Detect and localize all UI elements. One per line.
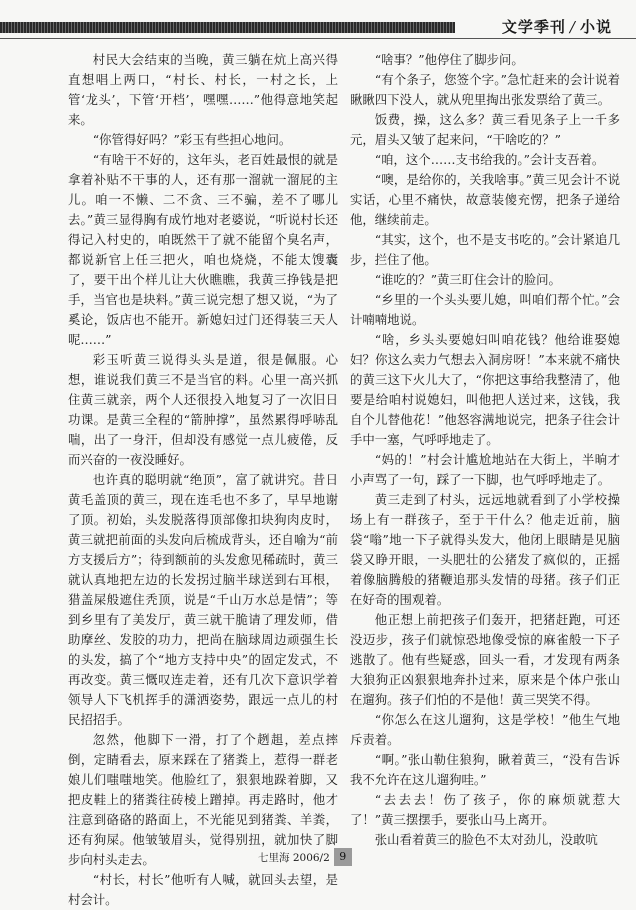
header-title: [502, 16, 612, 37]
paragraph: “妈的！”村会计尴尬地站在大街上，半晌才小声骂了一句，踩了一下脚，也气呼呼地走了。: [350, 452, 620, 487]
page-header: [0, 0, 636, 44]
paragraph: “你怎么在这儿遛狗，这是学校！”他生气地斥责着。: [350, 712, 620, 747]
right-column: [350, 50, 620, 850]
paragraph: “有个条子，您签个字。”急忙赶来的会计说着瞅瞅四下没人，就从兜里掏出张发票给了黄三。: [350, 72, 620, 107]
paragraph: “你管得好吗？”彩玉有些担心地问。: [92, 132, 292, 147]
paragraph: “有啥干不好的，这年头，老百姓最恨的就是拿着补贴不干事的人，还有那一溜就一溜屁的主儿。咱一不懒、二不贪、三不骗，差不了哪儿去。”黄三显得胸有成竹地对老婆说，“听说村长还得记入村史的，咱既然干了就不能留个臭名声，都说新官上任三把火，咱也烧烧，不能太馊囊了，要干出个样儿让大伙瞧瞧，我黄三挣钱是把手，当官也是块料。”黄三说完想了想又说，“为了奚论，饭店也不能开。新媳妇过门还得装三天人呢……”: [68, 152, 338, 347]
journal-name: 文学季刊: [501, 18, 566, 36]
header-separator: /: [569, 18, 576, 36]
paragraph: 也许真的聪明就“绝顶”，富了就讲究。昔日黄毛盖顶的黄三，现在连毛也不多了，早早地谢了顶。初始，头发脱落得顶部像扣块狗肉皮时，黄三就把前面的头发向后梳成背头，还自喻为“前方支援后方”；待到额前的头发愈见稀疏时，黄三就认真地把左边的长发拐过脑半球送到右耳根，猎盖屎般遮住秃顶，说是“千山万水总是情”；等到乡里有了美发厅，黄三就干脆请了理发师，借助摩丝、发胶的功力，把尚在脑球周边顽强生长的头发，搞了个“地方支持中央”的固定发式，不再改变。黄三慨叹连走着，还有几次下意识学着领导人下飞机挥手的潇洒姿势，跟远一点儿的村民招招手。: [68, 472, 338, 727]
paragraph: 黄三走到了村头，远远地就看到了小学校操场上有一群孩子，至于干什么？他走近前，脑袋“嗡”地一下子就得头发大，他闭上眼睛是见脑袋又睁开眼，一头肥壮的公猪发了疯似的，正摇着像脑腾般的猪鞭追那头发情的母猪。孩子们正在好奇的围观着。: [350, 492, 620, 607]
page-footer: [258, 849, 352, 865]
paragraph: “谁吃的？”黄三盯住会计的脸问。: [374, 272, 561, 287]
header-rule: [0, 38, 636, 39]
paragraph: 饭费，操，这么多？黄三看见条子上一千多元，眉头又皱了起来问，“干啥吃的？”: [350, 112, 620, 147]
paragraph: “村长，村长”他听有人喊，就回头去望，是村会计。: [68, 872, 338, 907]
paragraph: “其实，这个，也不是支书吃的。”会计紧追几步，拦住了他。: [350, 232, 620, 267]
header-decorative-bar: [0, 22, 455, 33]
paragraph: “去去去！伤了孩子，你的麻烦就惹大了！”黄三摆摆手，要张山马上离开。: [350, 792, 620, 827]
paragraph: 村民大会结束的当晚，黄三躺在炕上高兴得直想唱上两口，“村长、村长，一村之长，上管‘龙头’，下管‘开档’，嘿嘿……”他得意地笑起来。: [68, 52, 338, 127]
section-name: 小说: [579, 18, 612, 36]
paragraph: “噢，是给你的，关我啥事。”黄三见会计不说实话，心里不痛快，故意装傻充愣，把条子递给他，继续前走。: [350, 172, 620, 227]
paragraph: 忽然，他脚下一滑，打了个趔趄，差点摔倒，定睛看去，原来踩在了猪粪上，惹得一群老娘儿们嗤嗤地笑。他脸红了，狠狠地跺着脚，又把皮鞋上的猪粪往砖棱上蹭掉。再走路时，他才注意到硌硌的路面上，不光能见到猪粪、羊粪，还有狗屎。他皱皱眉头，觉得别扭，就加快了脚步向村头走去。: [68, 732, 338, 867]
paragraph: 他正想上前把孩子们轰开，把猪赶跑，可还没迈步，孩子们就惊恐地像受惊的麻雀般一下子逃散了。他有些疑惑，回头一看，才发现有两条大狼狗正凶狠狠地奔扑过来，原来是个体户张山在遛狗。孩子们怕的不是他！黄三哭笑不得。: [350, 612, 620, 707]
paragraph: “咱，这个……支书给我的。”会计支吾着。: [374, 152, 605, 167]
paragraph: “啥，乡头头要媳妇叫咱花钱？他给谁娶媳妇？你这么卖力气想去入洞房呀！”本来就不痛快的黄三这下火儿大了，“你把这事给我整清了，他要是给咱村说媳妇，叫他把人送过来，这钱，我自个儿替他花！”他怒容满地说完，把条子往会计手中一塞，气呼呼地走了。: [350, 332, 620, 447]
paragraph: 张山看着黄三的脸色不太对劲儿，没敢吭: [374, 832, 598, 847]
paragraph: “啥事？”他停住了脚步问。: [374, 52, 524, 67]
footer-issue: 七里海 2006/2: [258, 851, 330, 864]
paragraph: “乡里的一个头头要儿媳，叫咱们帮个忙。”会计喃喃地说。: [350, 292, 620, 327]
paragraph: “啊。”张山勒住狼狗，瞅着黄三，“没有告诉我不允许在这儿遛狗哇。”: [350, 752, 620, 787]
paragraph: 彩玉听黄三说得头头是道，很是佩服。心想，谁说我们黄三不是当官的料。心里一高兴抓住黄三就亲，两个人还很投入地复习了一次旧日功课。是黄三全程的“箭肿撑”，虽然累得呼哧乱喘，出了一身汗，但却没有感觉一点儿疲倦，反而兴奋的一夜没睡好。: [68, 352, 338, 467]
page-number: 9: [334, 848, 352, 866]
